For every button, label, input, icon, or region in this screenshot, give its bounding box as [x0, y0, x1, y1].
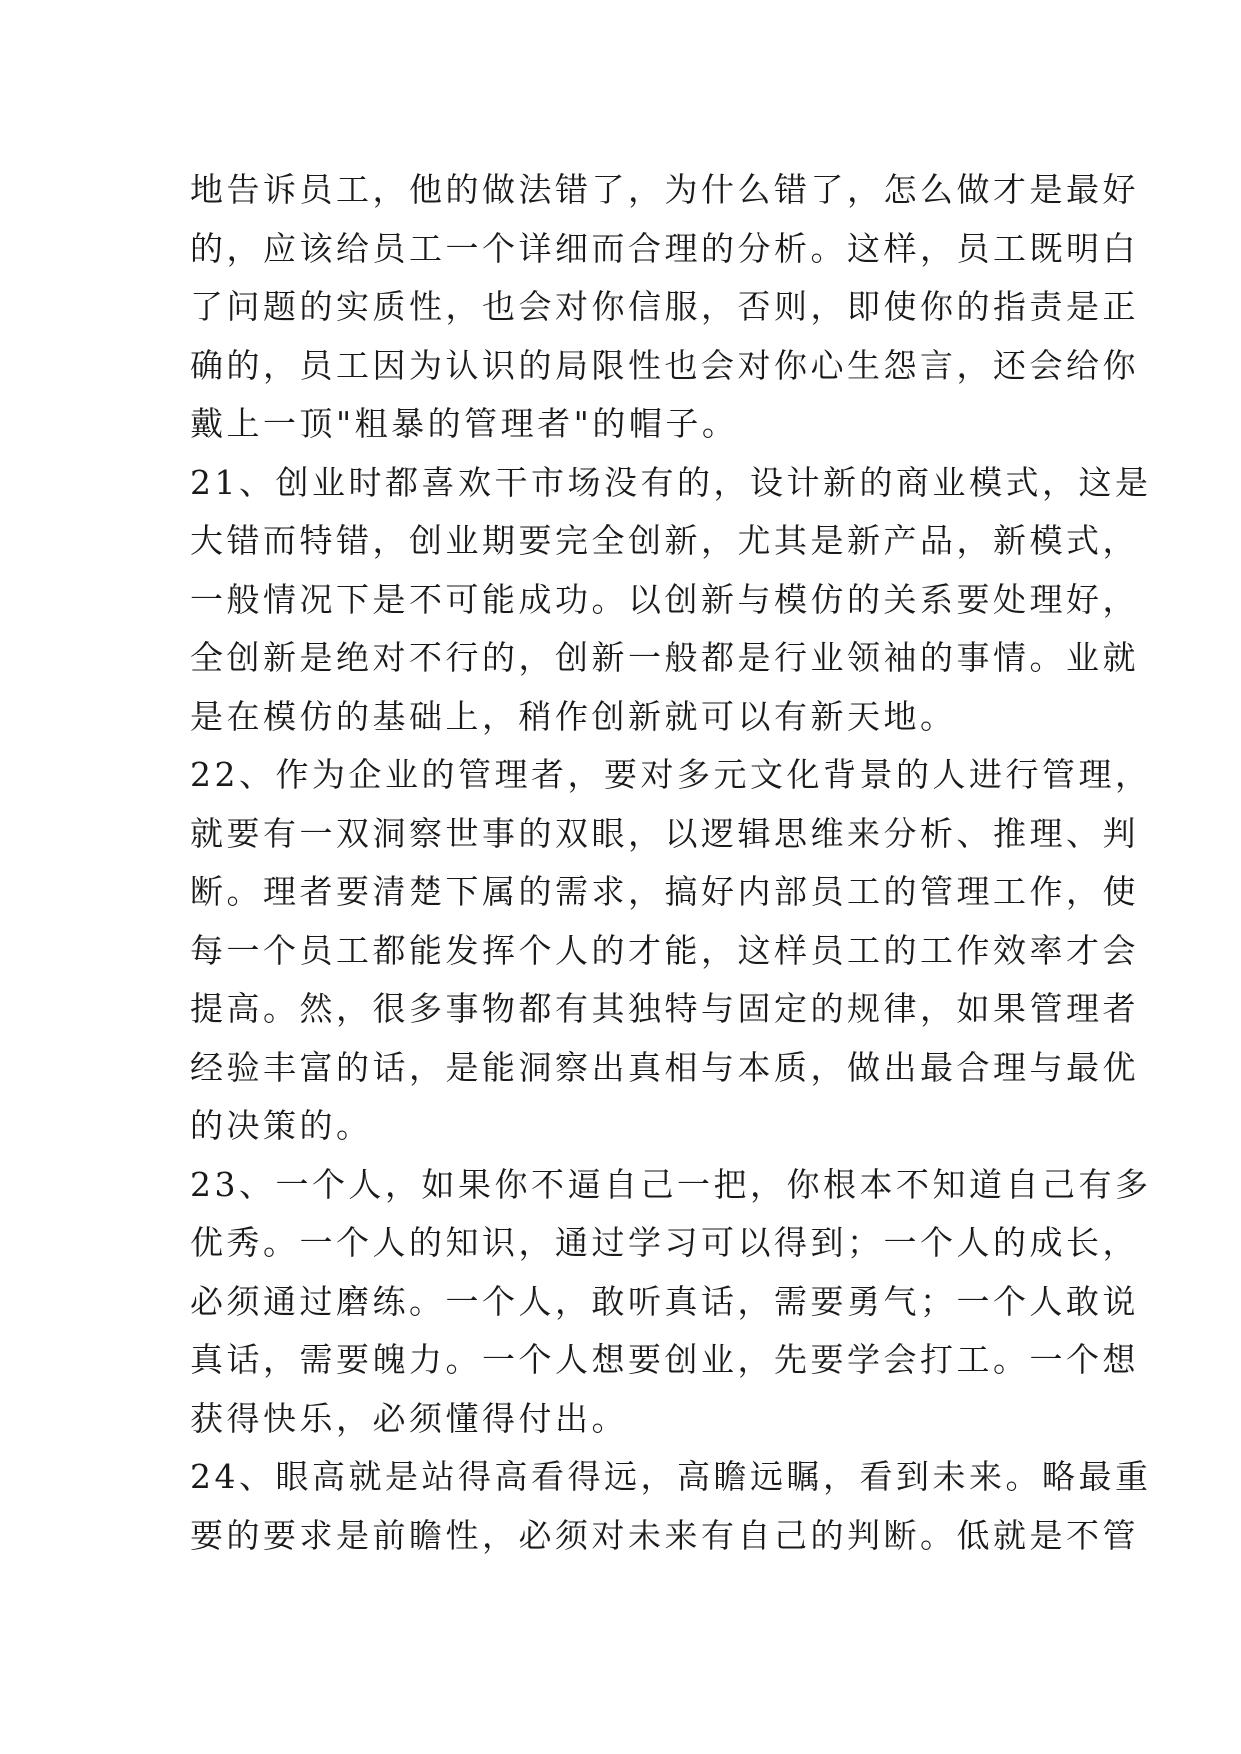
text-line: 真话，需要魄力。一个人想要创业，先要学会打工。一个想	[190, 1340, 1139, 1379]
text-line: 是在模仿的基础上，稍作创新就可以有新天地。	[190, 696, 957, 736]
text-line: 就要有一双洞察世事的双眼，以逻辑思维来分析、推理、判	[190, 813, 1139, 853]
text-line: 一般情况下是不可能成功。以创新与模仿的关系要处理好，	[190, 579, 1139, 619]
text-line: 地告诉员工，他的做法错了，为什么错了，怎么做才是最好	[190, 170, 1139, 209]
text-line: 要的要求是前瞻性，必须对未来有自己的判断。低就是不管	[190, 1515, 1139, 1555]
text-line: 了问题的实质性，也会对你信服，否则，即使你的指责是正	[190, 287, 1139, 326]
text-line: 断。理者要清楚下属的需求，搞好内部员工的管理工作，使	[190, 872, 1139, 911]
text-line: 24、眼高就是站得高看得远，高瞻远瞩，看到未来。略最重	[190, 1457, 1152, 1496]
text-line: 提高。然，很多事物都有其独特与固定的规律，如果管理者	[190, 989, 1139, 1028]
text-line: 优秀。一个人的知识，通过学习可以得到；一个人的成长，	[190, 1223, 1139, 1262]
text-line: 21、创业时都喜欢干市场没有的，设计新的商业模式，这是	[190, 462, 1152, 502]
document-body	[190, 161, 1152, 1565]
text-line: 戴上一顶"粗暴的管理者"的帽子。	[190, 404, 739, 443]
text-line: 每一个员工都能发挥个人的才能，这样员工的工作效率才会	[190, 930, 1139, 970]
text-line: 确的，员工因为认识的局限性也会对你心生怨言，还会给你	[190, 345, 1139, 385]
text-line: 全创新是绝对不行的，创新一般都是行业领袖的事情。业就	[190, 638, 1139, 677]
text-line: 22、作为企业的管理者，要对多元文化背景的人进行管理，	[190, 755, 1152, 794]
text-line: 的，应该给员工一个详细而合理的分析。这样，员工既明白	[190, 228, 1139, 268]
text-line: 必须通过磨练。一个人，敢听真话，需要勇气；一个人敢说	[190, 1281, 1139, 1321]
text-line: 大错而特错，创业期要完全创新，尤其是新产品，新模式，	[190, 521, 1139, 560]
text-line: 经验丰富的话，是能洞察出真相与本质，做出最合理与最优	[190, 1047, 1139, 1087]
text-line: 23、一个人，如果你不逼自己一把，你根本不知道自己有多	[190, 1164, 1152, 1204]
text-line: 获得快乐，必须懂得付出。	[190, 1398, 628, 1438]
text-line: 的决策的。	[190, 1106, 373, 1145]
